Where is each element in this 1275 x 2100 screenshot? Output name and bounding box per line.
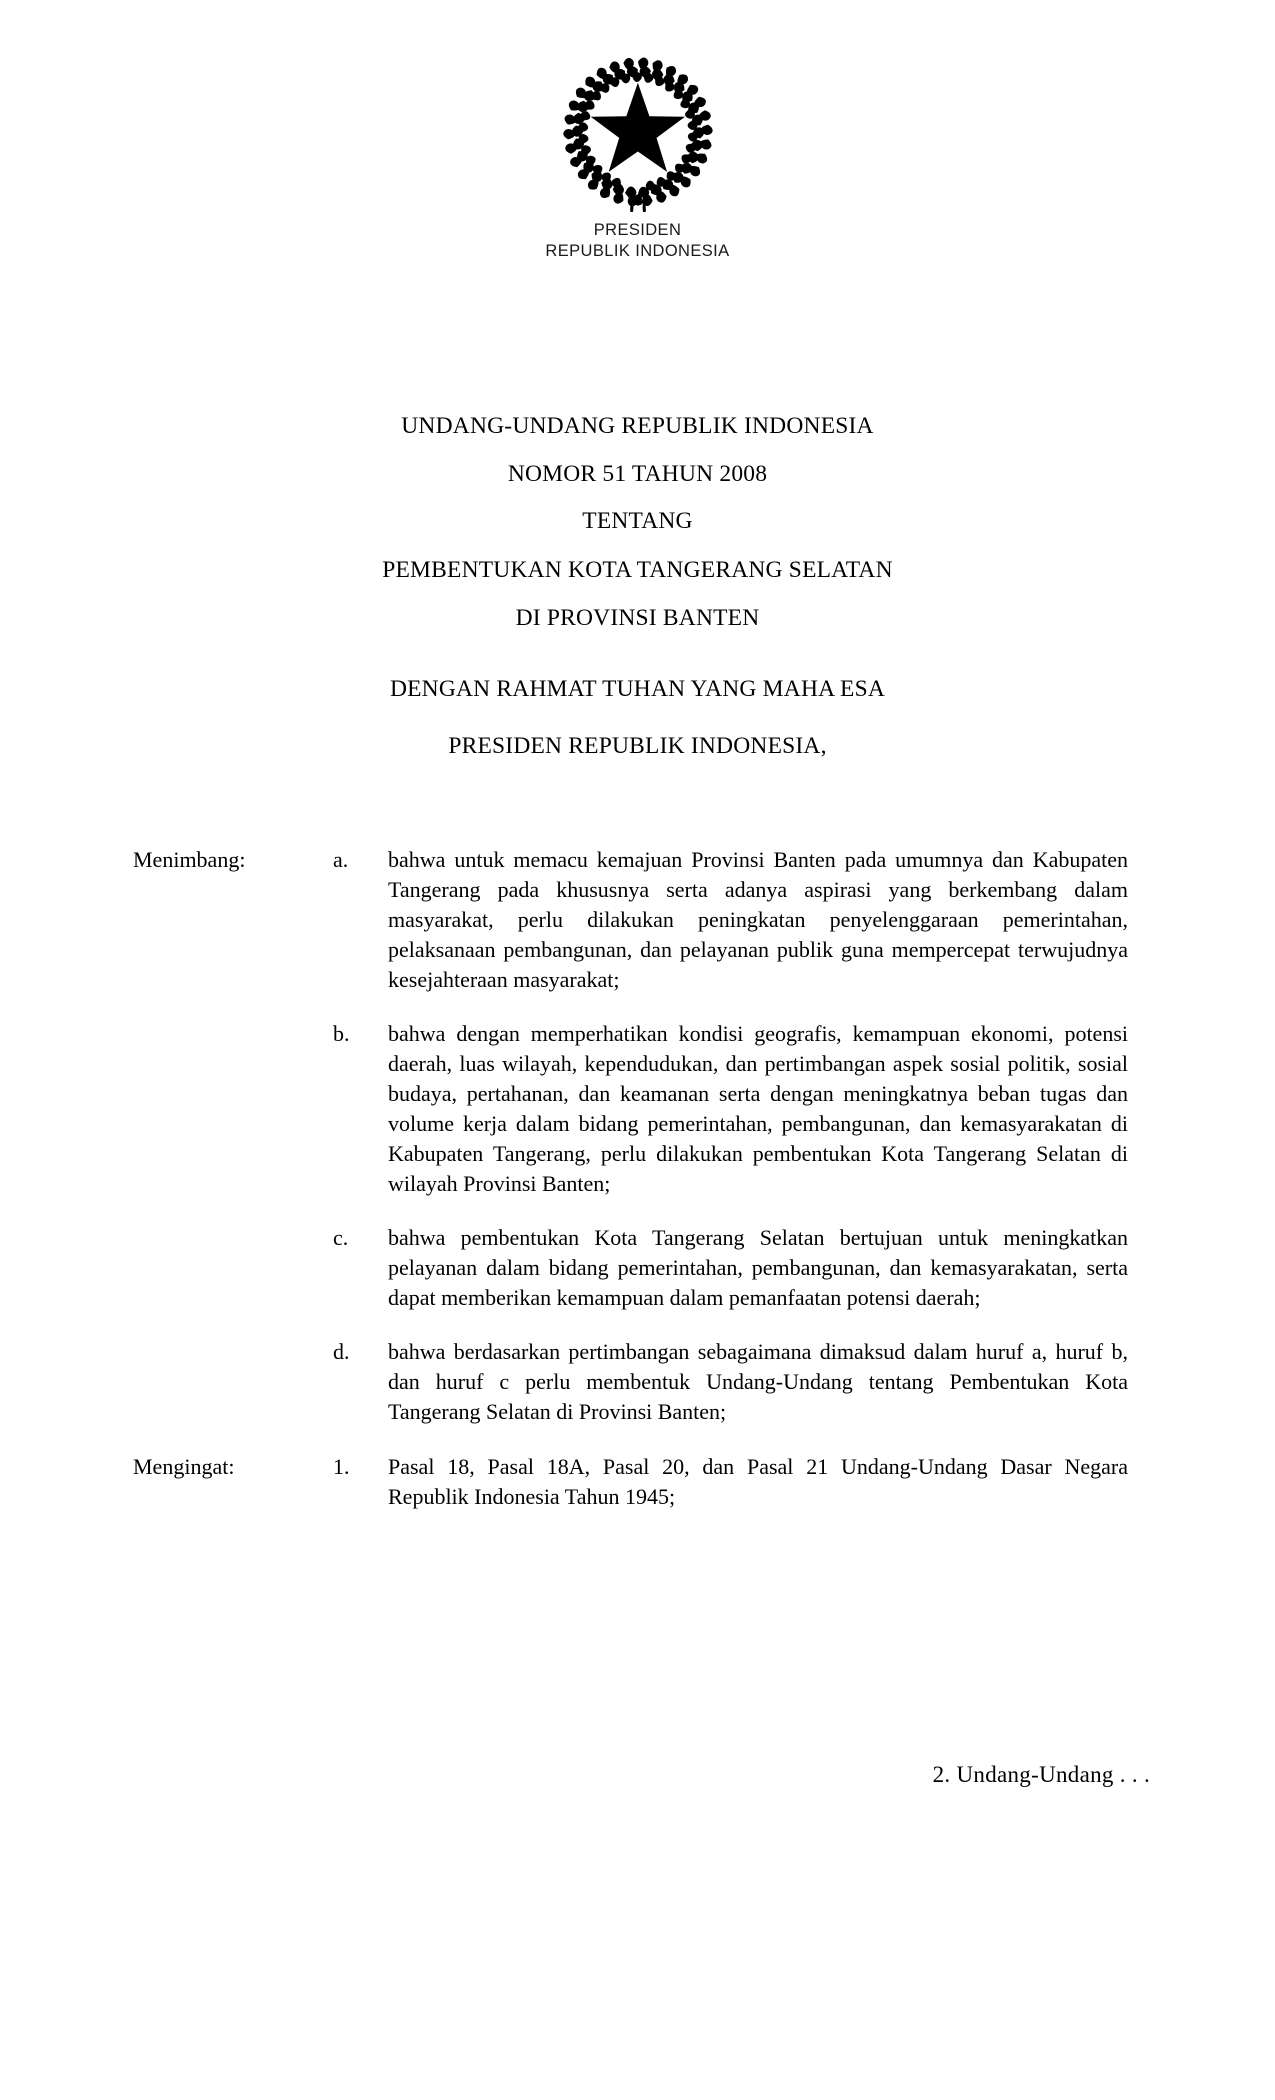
consideration-marker-b: b.	[333, 1021, 350, 1047]
legal-basis-text-1: Pasal 18, Pasal 18A, Pasal 20, dan Pasal 21 Undang-Undang Dasar Negara Republik Indonesia Tahun 1945;	[388, 1454, 1128, 1510]
masthead-caption	[0, 220, 1275, 262]
consideration-text-b: bahwa dengan memperhatikan kondisi geografis, kemampuan ekonomi, potensi daerah, luas wilayah, kependudukan, dan pertimbangan aspek sosial politik, sosial budaya, pertahanan, dan keamanan serta dengan meningkatnya beban tugas dan volume kerja dalam bidang pemerintahan, pembangunan, dan kemasyarakatan di Kabupaten Tangerang, perlu dilakukan pembentukan Kota Tangerang Selatan di wilayah Provinsi Banten;	[388, 1021, 1128, 1197]
title-law-type: UNDANG-UNDANG REPUBLIK INDONESIA	[401, 413, 874, 439]
clauses-container	[133, 845, 1128, 1512]
document-masthead	[0, 52, 1275, 262]
consideration-marker-d: d.	[333, 1339, 350, 1365]
masthead-line-presiden: PRESIDEN	[593, 221, 682, 239]
document-title-block	[0, 415, 1275, 759]
presidential-star-wreath-emblem	[558, 52, 718, 212]
page-continuation-marker: 2. Undang-Undang . . .	[932, 1762, 1150, 1787]
legal-basis-item-1	[133, 1452, 1128, 1512]
consideration-item-c	[133, 1223, 1128, 1313]
title-subject: PEMBENTUKAN KOTA TANGERANG SELATAN	[382, 556, 893, 583]
title-issuer: PRESIDEN REPUBLIK INDONESIA,	[448, 733, 827, 759]
consideration-item-b	[133, 1019, 1128, 1199]
consideration-item-a	[133, 845, 1128, 995]
consideration-marker-a: a.	[333, 847, 349, 872]
consideration-marker-c: c.	[333, 1225, 349, 1251]
legal-basis-label: Mengingat:	[133, 1454, 235, 1480]
section-divider-spacer	[133, 1427, 1128, 1452]
masthead-line-republik-indonesia: REPUBLIK INDONESIA	[545, 242, 730, 261]
considerations-label: Menimbang:	[133, 847, 246, 872]
title-invocation: DENGAN RAHMAT TUHAN YANG MAHA ESA	[389, 675, 886, 702]
consideration-text-c: bahwa pembentukan Kota Tangerang Selatan bertujuan untuk meningkatkan pelayanan dalam bidang pemerintahan, pembangunan, dan kemasyarakatan, serta dapat memberikan kemampuan dalam pemanfaatan potensi daerah;	[388, 1225, 1128, 1311]
consideration-item-d	[133, 1337, 1128, 1427]
consideration-text-d: bahwa berdasarkan pertimbangan sebagaimana dimaksud dalam huruf a, huruf b, dan huruf c perlu membentuk Undang-Undang tentang Pembentukan Kota Tangerang Selatan di Provinsi Banten;	[388, 1339, 1128, 1425]
title-number-year: NOMOR 51 TAHUN 2008	[507, 460, 768, 487]
title-tentang: TENTANG	[582, 508, 693, 534]
title-province: DI PROVINSI BANTEN	[515, 605, 760, 631]
legal-basis-marker-1: 1.	[333, 1454, 350, 1480]
consideration-text-a: bahwa untuk memacu kemajuan Provinsi Banten pada umumnya dan Kabupaten Tangerang pada khususnya serta adanya aspirasi yang berkembang dalam masyarakat, perlu dilakukan peningkatan penyelenggaraan pemerintahan, pelaksanaan pembangunan, dan pelayanan publik guna mempercepat terwujudnya kesejahteraan masyarakat;	[388, 847, 1128, 993]
